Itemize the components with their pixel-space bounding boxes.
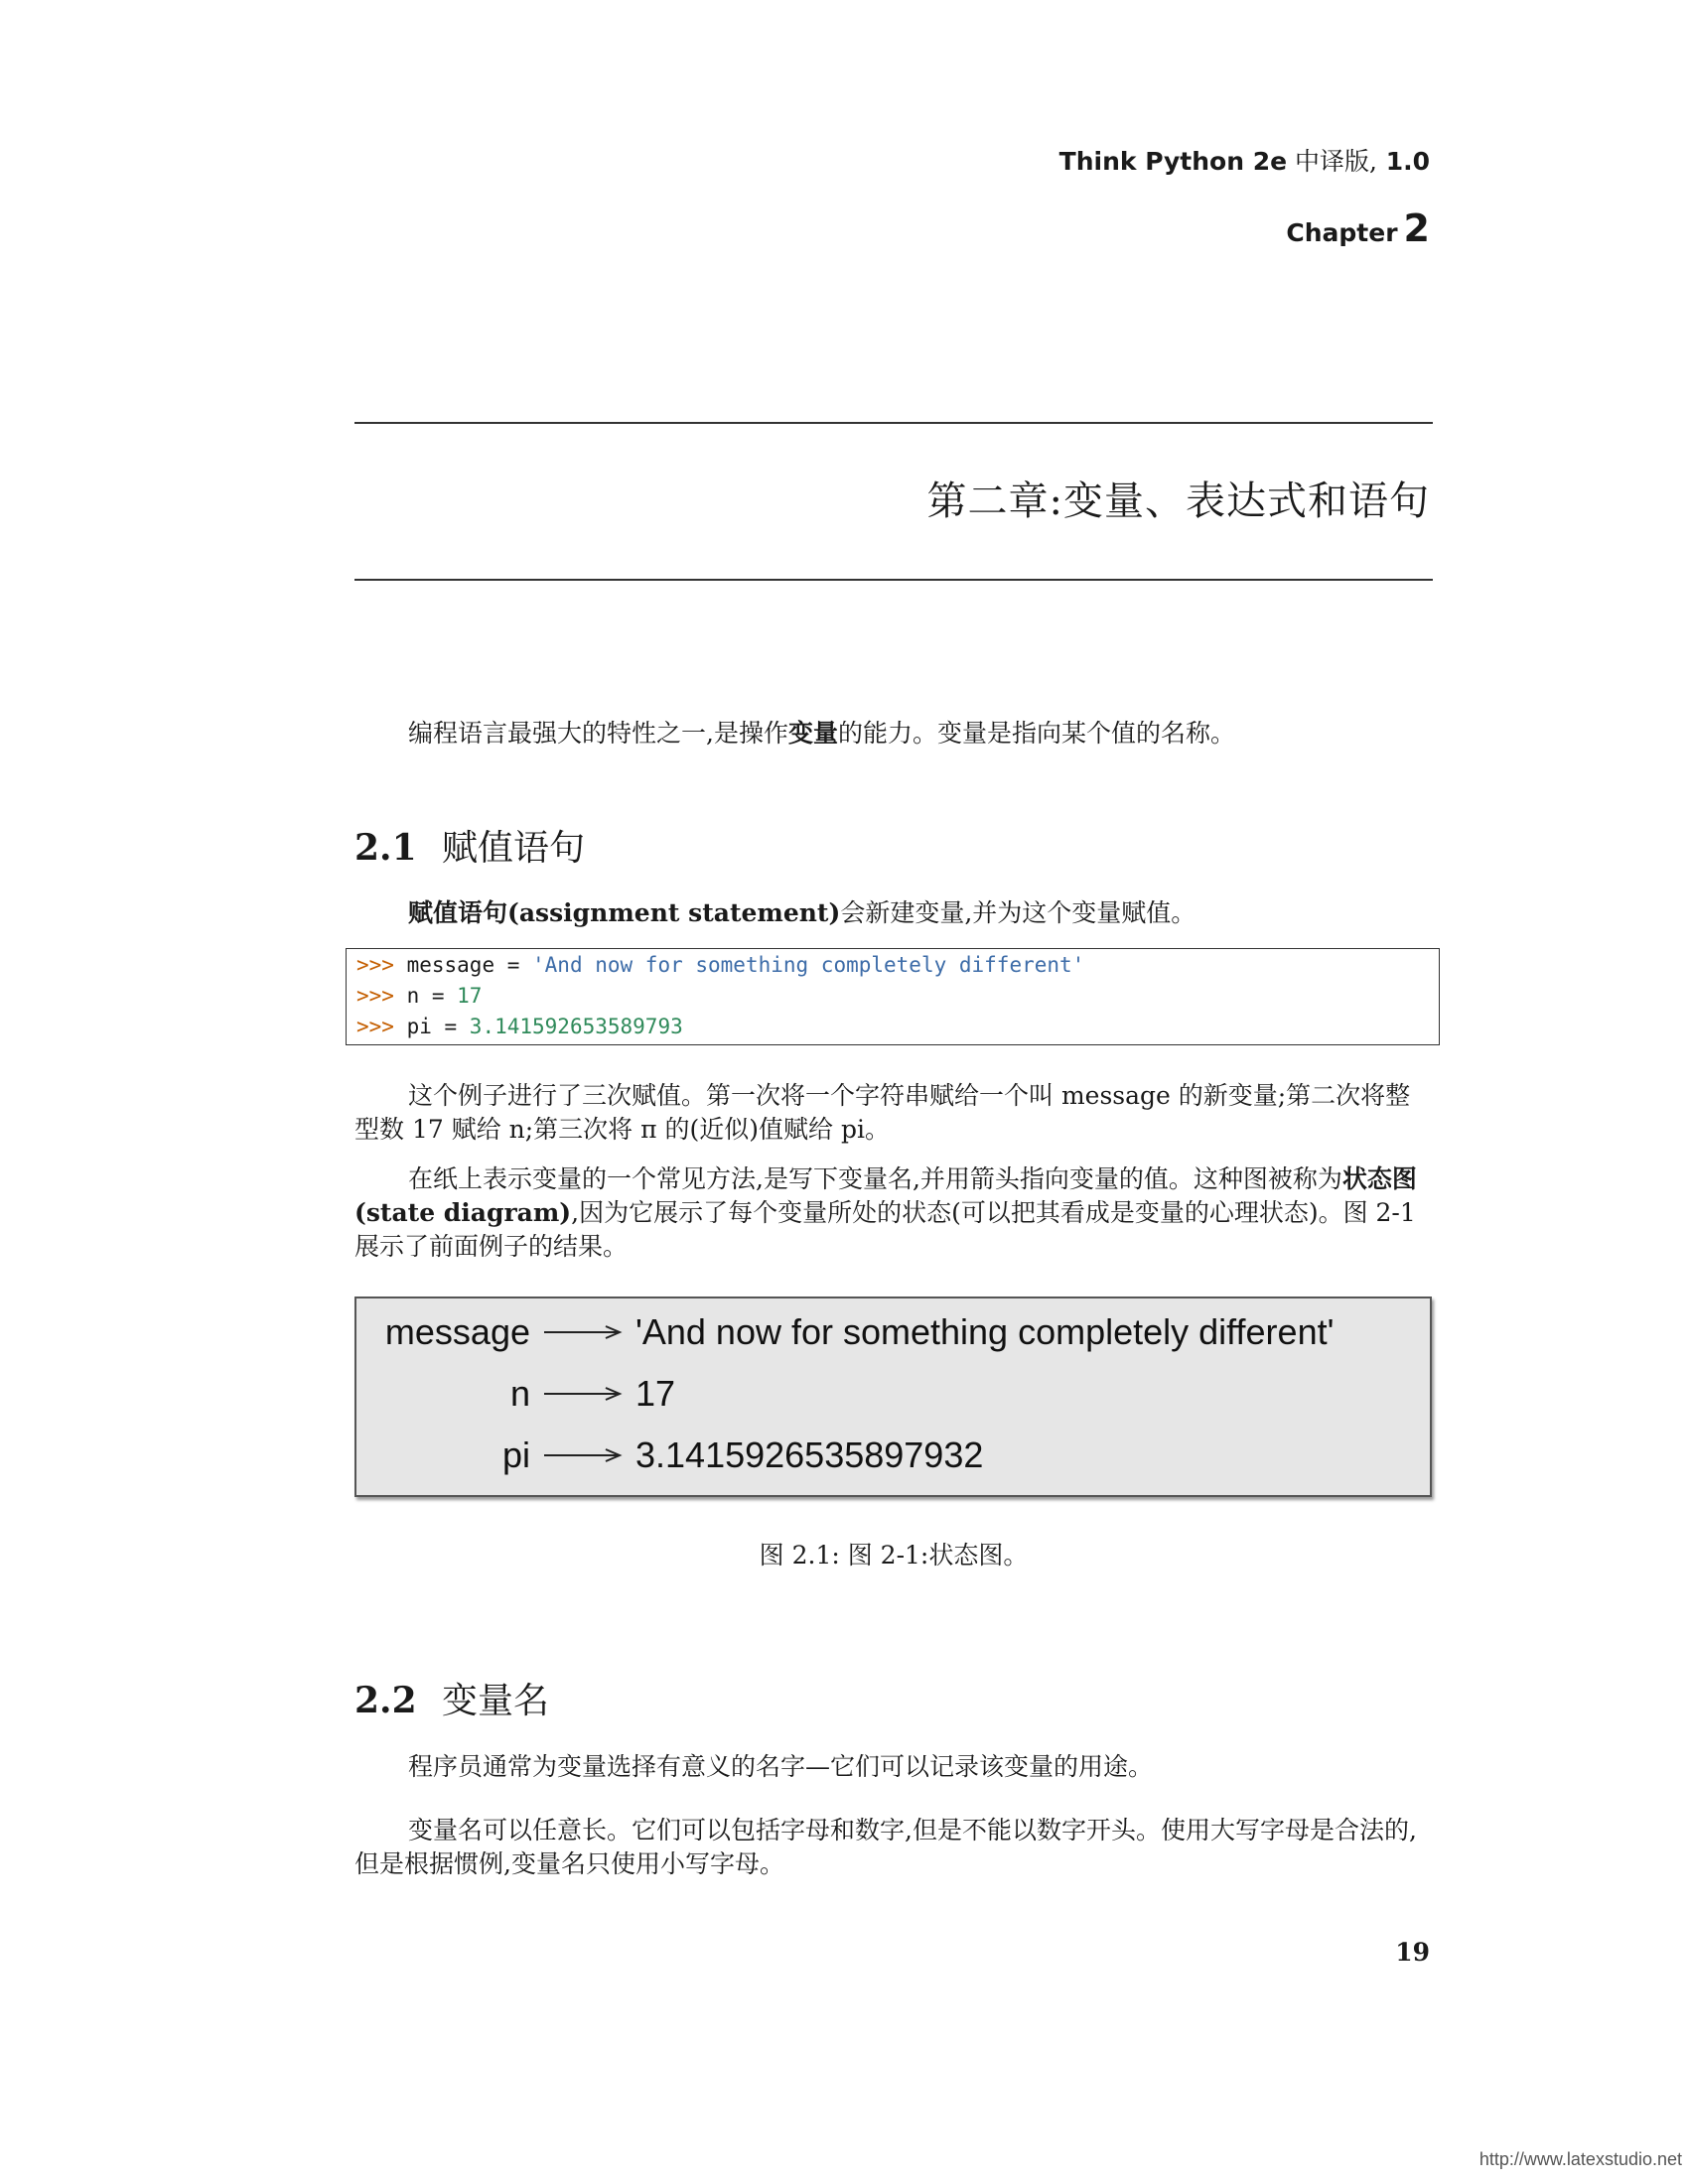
diagram-value: 17 <box>635 1373 676 1414</box>
state-diagram-term: 状态图(state diagram) <box>354 1164 1417 1227</box>
diagram-variable: pi <box>501 1434 530 1475</box>
state-text-before: 在纸上表示变量的一个常见方法,是写下变量名,并用箭头指向变量的值。这种图被称为 <box>408 1164 1342 1193</box>
figure-caption: 图 2.1: 图 2-1:状态图。 <box>759 1541 1029 1570</box>
state-diagram-paragraph <box>354 1162 1433 1264</box>
names-text-1: 程序员通常为变量选择有意义的名字—它们可以记录该变量的用途。 <box>408 1752 1154 1781</box>
section-heading-2-1 <box>354 820 585 871</box>
code-text: pi = <box>393 1015 470 1038</box>
arrow-icon <box>544 1322 624 1342</box>
example-paragraph <box>354 1079 1433 1147</box>
code-value: 17 <box>457 984 483 1008</box>
state-diagram-figure <box>354 1297 1432 1497</box>
code-block <box>346 948 1440 1045</box>
code-text: n = <box>393 984 458 1008</box>
code-line <box>356 950 1429 981</box>
arrow-icon <box>544 1384 624 1404</box>
section-title: 变量名 <box>442 1681 550 1721</box>
example-text: 这个例子进行了三次赋值。第一次将一个字符串赋给一个叫 message 的新变量;第二次将整型数 17 赋给 n;第三次将 π 的(近似)值赋给 pi。 <box>354 1081 1411 1144</box>
chapter-label <box>1286 206 1430 250</box>
section-number: 2.1 <box>354 827 417 869</box>
section-title: 赋值语句 <box>442 828 586 869</box>
code-line <box>356 981 1429 1012</box>
chapter-number: 2 <box>1403 206 1430 250</box>
watermark-link[interactable]: http://www.latexstudio.net <box>1478 2149 1682 2169</box>
names-text-2: 变量名可以任意长。它们可以包括字母和数字,但是不能以数字开头。使用大写字母是合法的,但是根据惯例,变量名只使用小写字母。 <box>354 1816 1417 1878</box>
code-prompt: >>> <box>356 953 394 977</box>
assignment-text: 会新建变量,并为这个变量赋值。 <box>840 898 1196 927</box>
code-line <box>356 1012 1429 1042</box>
code-value: 'And now for something completely different' <box>532 953 1085 977</box>
arrow-icon <box>544 1445 624 1465</box>
section-heading-2-2 <box>354 1673 549 1723</box>
diagram-value: 'And now for something completely different' <box>635 1311 1335 1352</box>
diagram-row <box>356 1431 983 1480</box>
diagram-row <box>356 1307 1334 1357</box>
variable-names-paragraph-1 <box>354 1750 1433 1784</box>
assignment-term: 赋值语句(assignment statement) <box>408 898 841 927</box>
state-text-after: ,因为它展示了每个变量所处的状态(可以把其看成是变量的心理状态)。图 2-1 展示了前面例子的结果。 <box>354 1198 1416 1261</box>
code-prompt: >>> <box>356 984 394 1008</box>
section-number: 2.2 <box>354 1680 417 1721</box>
intro-paragraph <box>354 717 1433 751</box>
running-header <box>1059 142 1430 178</box>
variable-names-paragraph-2 <box>354 1814 1433 1881</box>
intro-text-after: 的能力。变量是指向某个值的名称。 <box>837 719 1235 748</box>
chapter-word: Chapter <box>1286 218 1398 247</box>
code-value: 3.141592653589793 <box>469 1015 683 1038</box>
book-version: 1.0 <box>1377 147 1430 176</box>
book-title: Think Python 2e <box>1058 147 1288 176</box>
page-number: 19 <box>1395 1938 1430 1967</box>
diagram-value: 3.1415926535897932 <box>635 1434 984 1475</box>
diagram-variable: n <box>509 1373 530 1414</box>
chapter-title: 第二章:变量、表达式和语句 <box>926 478 1430 524</box>
intro-text-before: 编程语言最强大的特性之一,是操作 <box>408 719 788 748</box>
diagram-row <box>356 1369 675 1419</box>
chapter-rule-top <box>354 422 1433 424</box>
assignment-paragraph <box>354 896 1433 930</box>
code-prompt: >>> <box>356 1015 394 1038</box>
code-text: message = <box>393 953 533 977</box>
diagram-variable: message <box>384 1311 530 1352</box>
book-title-cn: 中译版, <box>1287 147 1377 176</box>
intro-term: 变量 <box>787 719 838 748</box>
chapter-rule-bottom <box>354 579 1433 581</box>
